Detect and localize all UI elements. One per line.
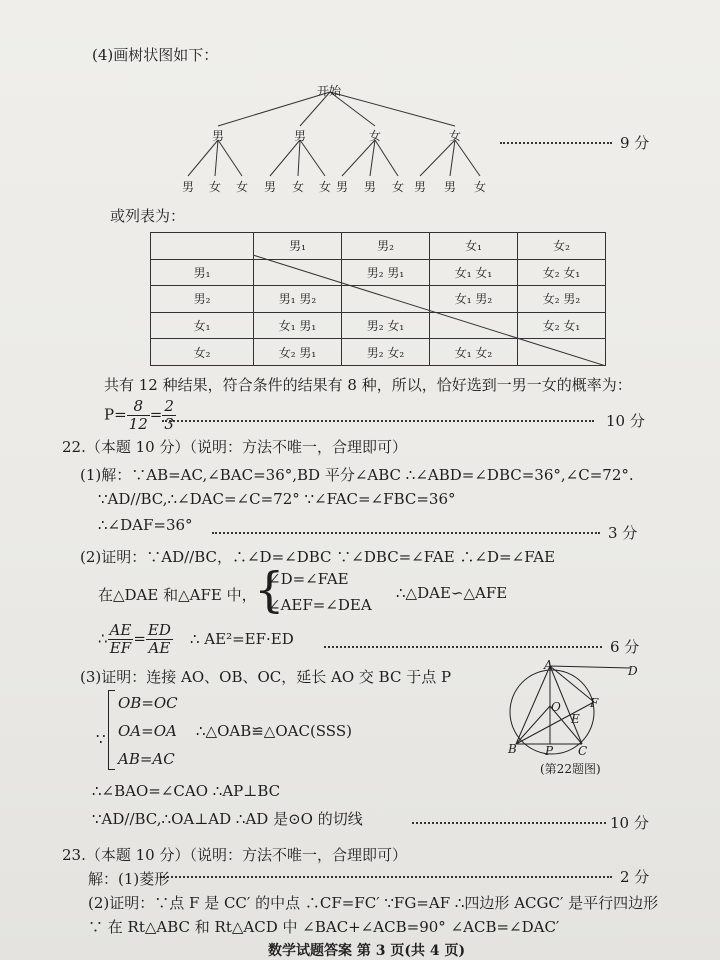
q23-p1: 解：(1)菱形 (88, 870, 170, 888)
table-cell: 男₁ 男₂ (254, 286, 342, 313)
q23-p2-line: (2)证明：∵点 F 是 CC′ 的中点 ∴CF=FC′ ∵FG=AF ∴四边形 ACGC′ 是平行四边形 (88, 894, 659, 912)
numerator: AE (109, 621, 132, 639)
score-label: 6 分 (610, 638, 640, 656)
figure-label: C (578, 744, 588, 758)
figure-label: E (571, 712, 580, 726)
q22-p2-result: ∴ AE²=EF·ED (190, 630, 294, 648)
figure-label: P (545, 744, 554, 758)
table-cell: 女₂ (518, 233, 606, 260)
table-cell: 女₁ 女₁ (430, 259, 518, 286)
brace: { (254, 562, 285, 618)
table-cell: 女₁ (430, 233, 518, 260)
table-cell: 男₂ 男₁ (342, 259, 430, 286)
table-cell: 男₂ 女₁ (342, 312, 430, 339)
table-cell (151, 233, 254, 260)
or-list-label: 或列表为： (110, 207, 186, 225)
dotted-leader (162, 420, 594, 422)
table-cell: 女₁ 男₂ (430, 286, 518, 313)
table-row (151, 312, 606, 339)
figure-label: A (544, 658, 553, 672)
q22-p1-line: ∵AD//BC,∴∠DAC=∠C=72° ∵∠FAC=∠FBC=36° (98, 490, 456, 508)
table-cell: 男₂ (342, 233, 430, 260)
similarity-result: ∴△DAE∽△AFE (396, 584, 508, 602)
tree-leaf: 男 (364, 180, 377, 194)
tree-leaf: 女 (474, 180, 487, 194)
condition: OB=OC (118, 694, 178, 712)
brace (108, 690, 115, 770)
table-row (151, 259, 606, 286)
q22-p3-line: (3)证明：连接 AO、OB、OC，延长 AO 交 BC 于点 P (80, 668, 452, 686)
ratio-line (98, 622, 173, 657)
table-row (151, 339, 606, 366)
fraction (127, 398, 150, 433)
figure-caption: (第22题图) (540, 762, 601, 776)
q22-p1-line: (1)解：∵AB=AC,∠BAC=36°,BD 平分∠ABC ∴∠ABD=∠DBC=36°,∠C=72°. (80, 466, 634, 484)
tree-leaf: 男 (444, 180, 457, 194)
table-cell: 女₁ 男₁ (254, 312, 342, 339)
tree-leaf: 女 (319, 180, 332, 194)
page-footer: 数学试题答案 第 3 页(共 4 页) (268, 943, 466, 959)
tree-leaf: 男 (414, 180, 427, 194)
denominator: 3 (164, 415, 174, 433)
table-cell: 女₂ 女₁ (518, 312, 606, 339)
table-cell (430, 312, 518, 339)
tree-leaf: 女 (392, 180, 405, 194)
congruence-result: ∴△OAB≌△OAC(SSS) (196, 722, 352, 740)
table-cell: 女₁ 女₂ (430, 339, 518, 366)
table-cell (342, 286, 430, 313)
tree-leaf: 女 (209, 180, 222, 194)
tree-node: 女 (449, 129, 462, 143)
q22-title: 22.（本题 10 分）（说明：方法不唯一，合理即可） (62, 438, 407, 456)
dotted-leader (324, 646, 602, 648)
equals-sign: = (149, 405, 163, 424)
figure-label: F (590, 696, 599, 710)
probability-line (104, 398, 176, 433)
table-cell: 女₁ (151, 312, 254, 339)
tree-leaf: 男 (336, 180, 349, 194)
numerator: 2 (164, 397, 174, 415)
tree-leaf: 女 (236, 180, 249, 194)
score-label: 10 分 (610, 814, 649, 832)
condition: AB=AC (118, 750, 175, 768)
tree-root: 开始 (317, 84, 342, 98)
fraction (146, 622, 173, 657)
table-cell: 女₂ (151, 339, 254, 366)
figure-label: D (628, 664, 638, 678)
dotted-leader (412, 822, 606, 824)
q23-p2-line: ∵ 在 Rt△ABC 和 Rt△ACD 中 ∠BAC+∠ACB=90° ∠ACB=∠DAC′ (88, 918, 560, 936)
tree-leaf: 男 (182, 180, 195, 194)
table-cell: 男₁ (254, 233, 342, 260)
figure-label: B (508, 742, 517, 756)
table-cell: 女₂ 女₁ (518, 259, 606, 286)
tree-node: 男 (294, 129, 307, 143)
result-text: 共有 12 种结果，符合条件的结果有 8 种，所以，恰好选到一男一女的概率为： (104, 376, 632, 394)
dotted-leader (160, 876, 612, 878)
numerator: ED (147, 621, 171, 639)
table-header-row (151, 233, 606, 260)
because-sign: ∵ (96, 730, 106, 748)
score-label: 2 分 (620, 868, 650, 886)
condition: OA=OA (118, 722, 177, 740)
table-cell: 男₁ (151, 259, 254, 286)
q22-p1-line: ∴∠DAF=36° (98, 516, 193, 534)
q22-p3-line: ∴∠BAO=∠CAO ∴AP⊥BC (92, 782, 281, 800)
fraction (162, 398, 176, 433)
table-row (151, 286, 606, 313)
table-cell: 男₂ 女₂ (342, 339, 430, 366)
table-cell: 男₂ (151, 286, 254, 313)
condition: ∠AEF=∠DEA (268, 596, 372, 614)
score-label: 9 分 (620, 134, 650, 152)
fraction (108, 622, 134, 657)
table-cell: 女₂ 男₁ (254, 339, 342, 366)
table-cell (518, 339, 606, 366)
tree-node: 男 (212, 129, 225, 143)
equals-sign: = (133, 629, 146, 648)
tree-leaf: 女 (292, 180, 305, 194)
outcome-table (150, 232, 606, 366)
denominator: AE (148, 639, 171, 657)
denominator: 12 (128, 415, 148, 433)
q23-title: 23.（本题 10 分）（说明：方法不唯一，合理即可） (62, 846, 407, 864)
dotted-leader (500, 142, 612, 144)
condition: ∠D=∠FAE (268, 570, 349, 588)
tree-leaf: 男 (264, 180, 277, 194)
tree-node: 女 (369, 129, 382, 143)
denominator: EF (109, 639, 132, 657)
table-cell: 女₂ 男₂ (518, 286, 606, 313)
q22-p2-line: (2)证明：∵AD//BC，∴∠D=∠DBC ∵∠DBC=∠FAE ∴∠D=∠FAE (80, 548, 556, 566)
tree-intro: (4)画树状图如下： (92, 46, 219, 64)
q22-p2-in: 在△DAE 和△AFE 中， (98, 586, 257, 604)
q22-p3-line: ∵AD//BC,∴OA⊥AD ∴AD 是⊙O 的切线 (92, 810, 363, 828)
figure-label: O (551, 700, 561, 714)
dotted-leader (212, 532, 600, 534)
p-label: P= (104, 405, 127, 424)
score-label: 10 分 (606, 412, 645, 430)
numerator: 8 (127, 398, 150, 416)
therefore-sign: ∴ (98, 629, 108, 648)
score-label: 3 分 (608, 524, 638, 542)
table-cell (254, 259, 342, 286)
